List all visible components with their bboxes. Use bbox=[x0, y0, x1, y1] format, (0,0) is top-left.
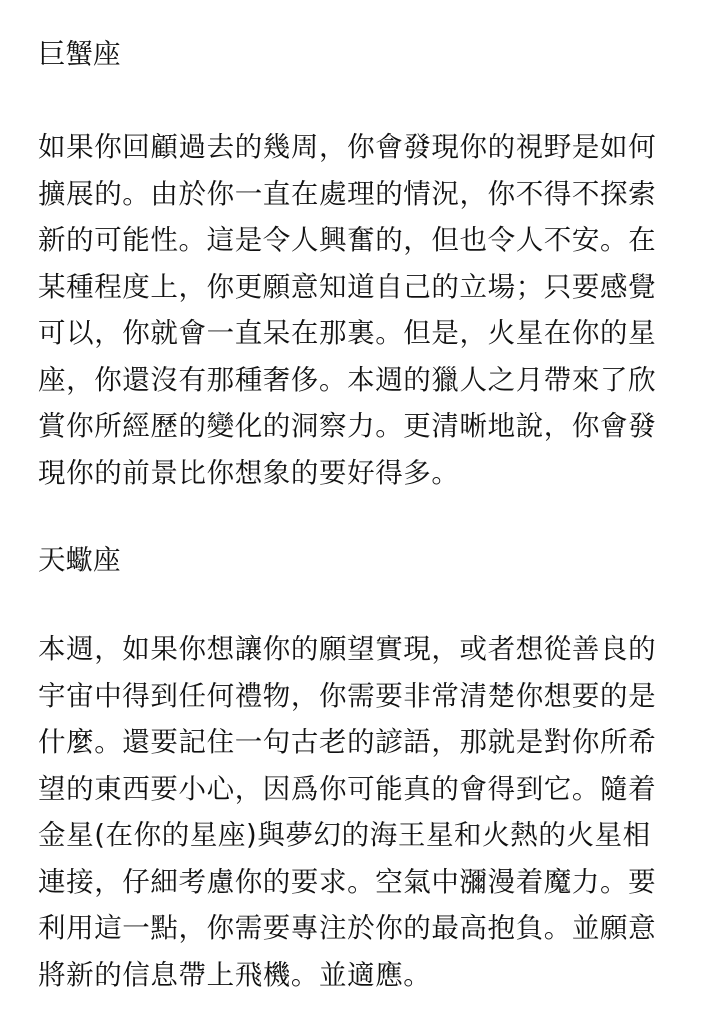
paragraph-line: 擴展的。由於你一直在處理的情況，你不得不探索 bbox=[38, 177, 657, 210]
paragraph-line: 望的東西要小心，因爲你可能真的會得到它。隨着 bbox=[38, 772, 657, 805]
paragraph-line: 金星(在你的星座)與夢幻的海王星和火熱的火星相 bbox=[38, 819, 651, 851]
paragraph-line: 可以，你就會一直呆在那裏。但是，火星在你的星 bbox=[38, 317, 657, 349]
section-heading-cancer: 巨蟹座 bbox=[38, 38, 121, 70]
paragraph-line: 座，你還沒有那種奢侈。本週的獵人之月帶來了欣 bbox=[38, 363, 657, 396]
paragraph-line: 某種程度上，你更願意知道自己的立場；只要感覺 bbox=[38, 270, 657, 303]
paragraph-line: 將新的信息帶上飛機。並適應。 bbox=[38, 958, 432, 991]
paragraph-line: 什麼。還要記住一句古老的諺語，那就是對你所希 bbox=[38, 726, 657, 758]
paragraph-line: 現你的前景比你想象的要好得多。 bbox=[38, 456, 460, 489]
paragraph-line: 宇宙中得到任何禮物，你需要非常清楚你想要的是 bbox=[38, 679, 657, 712]
paragraph-line: 連接，仔細考慮你的要求。空氣中瀰漫着魔力。要 bbox=[38, 865, 657, 898]
paragraph-scorpio bbox=[38, 626, 698, 998]
section-heading-scorpio: 天蠍座 bbox=[38, 544, 121, 576]
paragraph-line: 利用這一點，你需要專注於你的最高抱負。並願意 bbox=[38, 912, 657, 944]
paragraph-line: 新的可能性。這是令人興奮的，但也令人不安。在 bbox=[38, 224, 657, 256]
paragraph-line: 本週，如果你想讓你的願望實現，或者想從善良的 bbox=[38, 633, 657, 665]
paragraph-line: 賞你所經歷的變化的洞察力。更清晰地說，你會發 bbox=[38, 410, 657, 442]
paragraph-cancer bbox=[38, 124, 698, 496]
paragraph-line: 如果你回顧過去的幾周，你會發現你的視野是如何 bbox=[38, 131, 657, 163]
